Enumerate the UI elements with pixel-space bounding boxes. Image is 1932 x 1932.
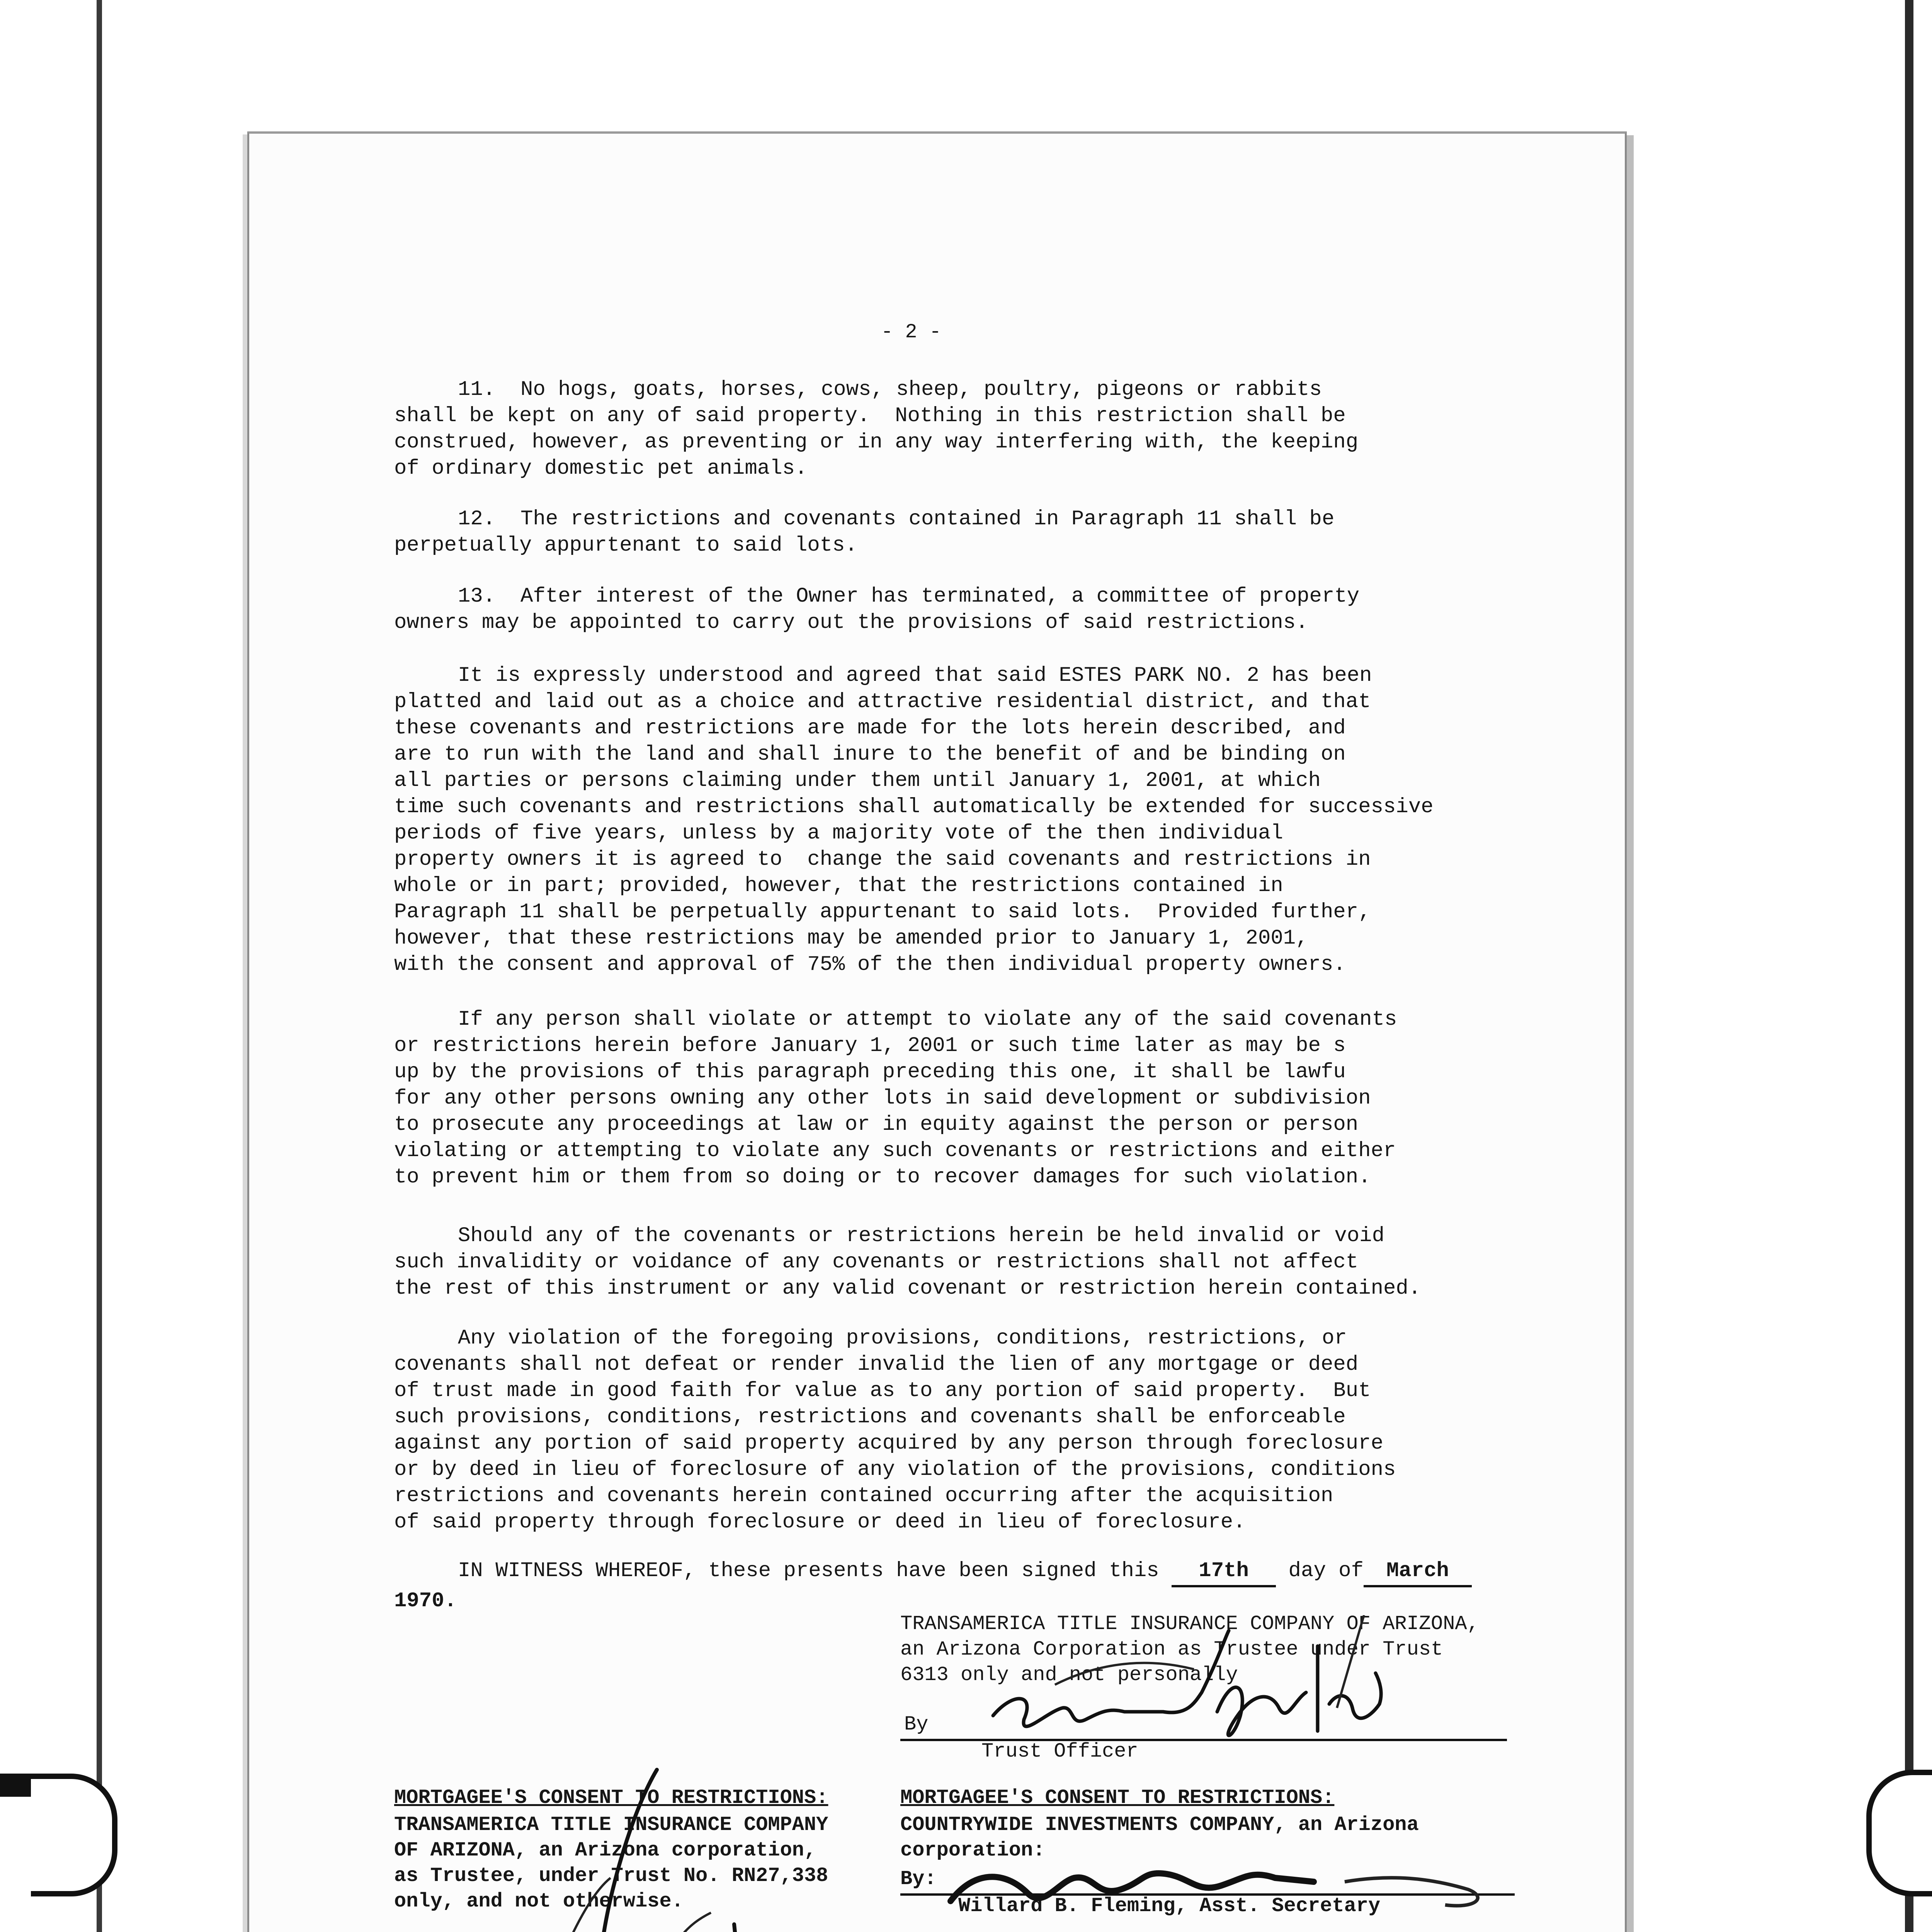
binder-margin-line-right — [1905, 0, 1913, 1932]
mortgagee-left-signature — [340, 1731, 881, 1932]
signing-day: 17th — [1172, 1557, 1276, 1587]
mortgagee-right-heading: MORTGAGEE'S CONSENT TO RESTRICTIONS: — [900, 1786, 1335, 1809]
witness-clause: IN WITNESS WHEREOF, these presents have been signed this 17th day of March 1970. — [394, 1557, 1553, 1615]
signing-month: March — [1364, 1557, 1472, 1587]
paragraph-12: 12. The restrictions and covenants contained in Paragraph 11 shall be perpetually appurtenant to said lots. — [394, 507, 1335, 557]
mortgagee-right-text: COUNTRYWIDE INVESTMENTS COMPANY, an Arizona corporation: — [900, 1813, 1419, 1862]
binder-tab-bar — [0, 1774, 35, 1797]
mortgagee-right-signer: Willard B. Fleming, Asst. Secretary — [958, 1895, 1381, 1917]
paragraph-violation: If any person shall violate or attempt to violate any of the said covenants or restrictions herein before January 1, 2001 or such time later as may be s up by the provisions of this paragraph preceding this one, it shall be lawfu for any other persons owning any other lots in said development or subdivision to prosecute any proceedings at law or in equity against the person or person violating or attempting to violate any such covenants or restrictions and either to prevent him or them from so doing or to recover damages for such violation. — [394, 1008, 1397, 1189]
paragraph-11: 11. No hogs, goats, horses, cows, sheep, poultry, pigeons or rabbits shall be kept on any of said property. Nothing in this restriction shall be construed, however, as preventing or in any way interfering with, the keeping of ordinary domestic pet animals. — [394, 378, 1359, 480]
paragraph-estes-park: It is expressly understood and agreed that said ESTES PARK NO. 2 has been platted and laid out as a choice and attractive residential district, and that these covenants and restrictions are made for the lots herein described, and are to run with the land and shall inure to the benefit of and be binding on all parties or persons claiming under them until January 1, 2001, at which time such covenants and restrictions shall automatically be extended for successive periods of five years, unless by a majority vote of the then individual property owners it is agreed to change the said covenants and restrictions in whole or in part; provided, however, that the restrictions contained in Paragraph 11 shall be perpetually appurtenant to said lots. Provided further, however, that these restrictions may be amended prior to January 1, 2001, with the consent and approval of 75% of the then individual property owners. — [394, 664, 1434, 976]
mortgagee-left-heading: MORTGAGEE'S CONSENT TO RESTRICTIONS: — [394, 1786, 828, 1809]
mortgagee-right-signature — [927, 1847, 1546, 1924]
signing-year: 1970. — [394, 1589, 457, 1613]
binder-tab-right — [1866, 1770, 1932, 1896]
trustee-block: TRANSAMERICA TITLE INSURANCE COMPANY OF ARIZONA, an Arizona Corporation as Trustee under Trust 6313 only and not personally — [900, 1612, 1479, 1686]
paragraph-13: 13. After interest of the Owner has terminated, a committee of property owners may be appointed to carry out the provisions of said restrictions. — [394, 585, 1360, 634]
trustee-role: Trust Officer — [981, 1740, 1138, 1763]
trustee-by-label: By — [904, 1713, 929, 1736]
mortgagee-left-text: TRANSAMERICA TITLE INSURANCE COMPANY OF ARIZONA, an Arizona corporation, as Trustee, under Trust No. RN27,338 only, and not otherwise. — [394, 1813, 828, 1913]
mortgagee-right-by-label: By: — [900, 1867, 937, 1890]
paragraph-invalidity: Should any of the covenants or restrictions herein be held invalid or void such invalidity or voidance of any covenants or restrictions shall not affect the rest of this instrument or any valid covenant or restriction herein contained. — [394, 1224, 1421, 1300]
trustee-signature — [947, 1615, 1526, 1777]
binder-tab-left — [31, 1774, 117, 1896]
paragraph-mortgage: Any violation of the foregoing provisions, conditions, restrictions, or covenants shall not defeat or render invalid the lien of any mortgage or deed of trust made in good faith for value as to any portion of said property. But such provisions, conditions, restrictions and covenants shall be enforceable against any portion of said property acquired by any person through foreclosure or by deed in lieu of foreclosure of any violation of the provisions, conditions restrictions and covenants herein contained occurring after the acquisition of said property through foreclosure or deed in lieu of foreclosure. — [394, 1327, 1396, 1534]
page-number: - 2 - — [881, 321, 942, 344]
binder-margin-line — [97, 0, 102, 1932]
